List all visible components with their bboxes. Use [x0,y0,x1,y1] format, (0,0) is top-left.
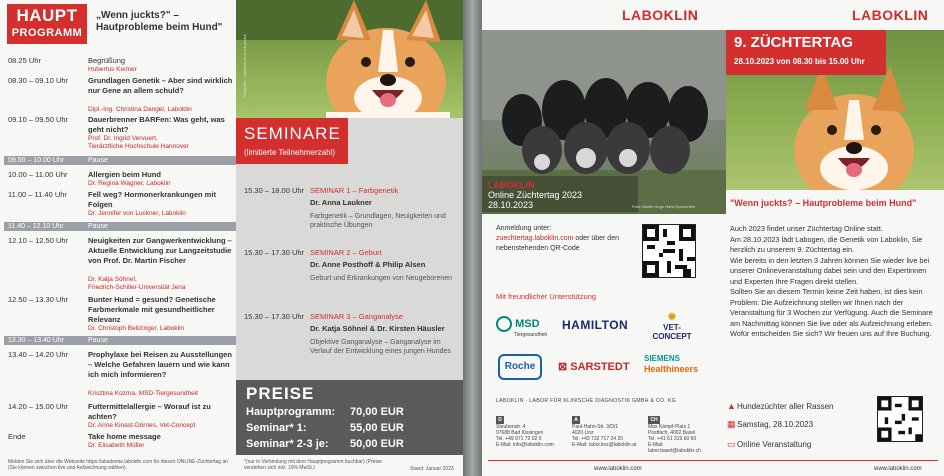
row-time: 10.00 – 11.00 Uhr [8,170,68,179]
dog-icon: ▲ [727,401,736,411]
seminar-lead: Dr. Anne Posthoff & Philip Alsen [310,260,426,269]
logo-part-b: KLIN [663,7,699,23]
program-page [0,0,463,476]
row-time: 12.10 – 12.50 Uhr [8,236,69,245]
row-speaker: Tierärztliche Hochschule Hannover [88,143,189,150]
price-label: Seminar* 1: [246,422,307,434]
qr-code-graphic [643,225,695,277]
overlay-brand: LABOKLIN [488,180,535,190]
overlay-date: 28.10.2023 [488,200,534,210]
address-line: Max Kämpf-Platz 1 [648,424,691,430]
info-para: Wie bereits in den letzten 3 Jahren können Sie wieder live bei unserer Onlineveranstaltung dabei sein und den Expertinnen und Experten Ihre Fragen direkt stellen. [730,255,930,286]
qr-code[interactable] [877,396,923,442]
row-title: Neuigkeiten zur Gangwerkentwicklung – Aktuelle Entwicklung zur Langzeitstudie von Prof. Dr. Martin Fischer [88,236,232,265]
address-line: 4020 Linz [572,430,594,436]
calendar-icon: ▦ [727,419,736,429]
address-col [572,416,640,448]
seminar-time: 15.30 – 18.00 Uhr [244,186,305,195]
row-speaker: Dr. Elisabeth Müller [88,442,145,449]
sponsor-msd [496,316,547,338]
zuechtertag-title: 9. ZÜCHTERTAG [734,34,853,51]
sarstedt-name: SARSTEDT [570,361,630,373]
sarstedt-icon: ⊠ [558,361,568,373]
laboklin-logo [622,7,698,23]
row-speaker: Dr. Katja Söhnel, [88,276,137,283]
logo-part-a: LABO [852,7,894,23]
row-speaker: Dr. Christoph Beitzinger, Laboklin [88,325,185,332]
laboklin-logo [852,7,928,23]
monitor-icon: ▭ [727,439,736,449]
hauptprogramm-badge [7,4,87,44]
seminar-title: SEMINAR 3 – Ganganalyse [310,312,403,321]
badge-line1: HAUPT [16,6,78,25]
pause-label: Pause [88,223,108,230]
address-col [648,416,716,454]
price-value: 70,00 EUR [350,406,404,418]
prices-box [236,380,463,455]
sponsor-roche: Roche [498,354,542,380]
seminar-lead: Dr. Anna Laukner [310,198,372,207]
spaniels-photo [482,30,726,214]
info-para: Auch 2023 findet unser Züchtertag Online statt. [730,224,883,233]
row-time: 14.20 – 15.00 Uhr [8,402,69,411]
badge-line2: PROGRAMM [11,27,83,39]
row-time: 11.00 – 11.40 Uhr [8,190,67,199]
seminar-time: 15.30 – 17.30 Uhr [244,248,305,257]
price-value: 55,00 EUR [350,422,404,434]
row-title: Begrüßung [88,56,126,65]
row-title: Dauerbrenner BARFen: Was geht, was geht nicht? [88,115,225,134]
spaniels-credit: Foto: Martin Hugo Hahn Sponerlein [632,204,695,209]
program-headline: „Wenn juckts?" – Hautprobleme beim Hund" [96,10,223,33]
sponsor-siemens [644,354,698,374]
country-code: D [496,416,504,424]
registration-info [496,224,636,254]
pause-time: 11.40 – 12.10 Uhr [8,223,64,230]
vet-concept-icon: ❋ [667,312,677,323]
pause-label: Pause [88,157,108,164]
seminare-subtitle: (limitierte Teilnehmerzahl) [244,148,335,157]
msd-sub: Tiergesundheit [514,332,547,338]
qr-code-graphic [878,397,922,441]
address-line: Steubenstr. 4 [496,424,526,430]
qr-code[interactable] [642,224,696,278]
zuechtertag-time: 28.10.2023 von 08.30 bis 15.00 Uhr [734,57,865,66]
registration-rest: oder über den nebenstehenden QR-Code [496,235,619,252]
online-overlay [488,180,638,210]
row-title: Grundlagen Genetik – Aber sind wirklich nur Gene an allem schuld? [88,76,233,95]
address-line: Tel. +43 732 717 24 20 [572,436,624,442]
row-title: Fell weg? Hormonerkrankungen mit Folgen [88,190,216,209]
price-footnote: *(nur in Verbindung mit dem Hauptprogramm buchbar) (Preise verstehen sich inkl. 19% MwSt.) [244,459,382,471]
address-line: 97688 Bad Kissingen [496,430,544,436]
country-code: CH [648,416,660,424]
row-title: Prophylaxe bei Reisen zu Ausstellungen – Welche Gefahren lauern und wie kann ich mich informieren? [88,350,232,379]
catchline: "Wenn juckts? – Hautprobleme beim Hund" [730,198,917,208]
address-line: Tel. +41 61 319 60 60 [648,436,697,442]
row-time: 08.25 Uhr [8,56,41,65]
msd-logo-icon [496,316,512,332]
stand-date: Stand: Januar 2023 [410,466,454,472]
event-description [730,224,935,340]
seminare-title: SEMINARE [244,124,341,143]
registration-lead: Anmeldung unter: [496,225,552,232]
price-value: 50,00 EUR [350,438,404,450]
sponsor-hamilton: HAMILTON [562,318,629,332]
logo-part-a: LABO [622,7,664,23]
corgi-illustration [236,0,463,118]
row-speaker: Dr. Regina Wagner, Laboklin [88,180,171,187]
row-time: 13.40 – 14.20 Uhr [8,350,69,359]
footer-url[interactable]: www.laboklin.com [594,466,642,472]
registration-url[interactable]: zuechtertag.laboklin.com [496,235,574,242]
address-line: Postfach, 4002 Basel [648,430,696,436]
address-line: E-Mail: labor.linz@laboklin.at [572,442,637,448]
row-speaker: Krisztina Kozma, MSD-Tiergesundheit [88,390,198,397]
address-line: E-Mail: labor.basel@laboklin.ch [648,442,701,454]
address-line: Paul-Hahn-Str. 3/D/1 [572,424,619,430]
row-speaker: Dr. Anne Kinast-Dörries, Vet-Concept [88,422,196,429]
msd-name: MSD [515,317,540,330]
prices-title: PREISE [246,384,315,403]
pause-bar [4,222,236,231]
seminar-time: 15.30 – 17.30 Uhr [244,312,305,321]
photo-credit: fotografie - nikkymoore.stock.adobe [242,34,247,98]
event-item [727,401,834,411]
country-code: A [572,416,580,424]
vet-concept-name: VET-CONCEPT [652,323,692,341]
siemens-sub: Healthineers [644,364,699,374]
registration-footnote: Melden Sie sich über die Webseite https://akademie.laboklin.com für diesen ONLINE-Züchtertag an (Sie können zwischen live und Aufzeichnung wählen). [8,459,229,471]
row-time: Ende [8,432,26,441]
pause-bar [4,156,236,165]
seminar-title: SEMINAR 2 – Geburt [310,248,382,257]
zuechtertag-box [726,30,886,75]
address-block [496,398,721,454]
info-page [482,0,944,476]
event-text: Hundezüchter aller Rassen [737,402,834,411]
address-header: LABOKLIN · LABOR FÜR KLINISCHE DIAGNOSTIK GMBH & CO. KG [496,398,676,404]
seminar-title: SEMINAR 1 – Farbgenetik [310,186,399,195]
row-time: 08.30 – 09.10 Uhr [8,76,69,85]
address-line: Tel. +49 971 72 02 0 [496,436,542,442]
row-speaker: Dr. Jennifer von Luckner, Laboklin [88,210,186,217]
row-speaker: Dipl.-Ing. Christina Dangel, Laboklin [88,106,192,113]
info-para: Sollten Sie an diesem Termin keine Zeit haben, ist dies kein Problem: Die Aufzeichnung stellen wir Ihnen nach der Veranstaltung für 3 Wochen zur Verfügung. Auch die Seminare am Nachmittag können Sie live oder als Aufzeichnung erleben. Wofür entscheiden Sie sich? Wir freuen uns auf Ihre Buchung. [730,287,933,338]
pause-label: Pause [88,337,108,344]
row-time: 12.50 – 13.30 Uhr [8,295,69,304]
seminar-desc: Geburt und Erkrankungen von Neugeborenen [310,275,453,282]
row-title: Take home message [88,432,161,441]
price-label: Hauptprogramm: [246,406,336,418]
sponsor-vet-concept [644,312,700,341]
event-text: Samstag, 28.10.2023 [737,420,814,429]
footer-url[interactable]: www.laboklin.com [874,466,922,472]
seminar-lead: Dr. Katja Söhnel & Dr. Kirsten Häusler [310,324,445,333]
seminar-desc: Objektive Ganganalyse – Ganganalyse im Verlauf der Entwicklung eines jungen Hundes [310,339,451,355]
row-speaker: Prof. Dr. Ingrid Vervuert, [88,135,158,142]
overlay-title: Online Züchtertag 2023 [488,190,583,200]
corgi-photo [236,0,463,118]
pause-bar [4,336,236,345]
event-text: Online Veranstaltung [737,440,812,449]
row-title: Futtermittelallergie – Worauf ist zu achten? [88,402,211,421]
row-speaker: Hubertus Keimer [88,66,137,73]
seminar-desc: Farbgenetik – Grundlagen, Neuigkeiten und praktische Übungen [310,213,446,229]
pause-time: 13.30 – 13.40 Uhr [8,337,65,344]
pause-time: 09.50 – 10.00 Uhr [8,157,65,164]
row-title: Bunter Hund = gesund? Genetische Farbmerkmale mit gesundheitlicher Relevanz [88,295,216,324]
price-label: Seminar* 2-3 je: [246,438,329,450]
sponsor-sarstedt [558,360,630,373]
logo-part-b: KLIN [893,7,929,23]
event-item [727,419,814,429]
address-col [496,416,564,448]
row-speaker: Friedrich-Schiller-Universität Jena [88,284,186,291]
seminare-title-box [236,118,348,164]
event-item [727,439,812,449]
page-fold [463,0,482,476]
row-title: Allergien beim Hund [88,170,161,179]
info-para: Am 28.10.2023 lädt Labogen, die Genetik von Laboklin, Sie herzlich zu unserem 9. Züchtertag ein. [730,234,923,254]
siemens-name: SIEMENS [644,354,681,363]
support-heading: Mit freundlicher Unterstützung [496,292,597,301]
row-time: 09.10 – 09.50 Uhr [8,115,69,124]
footer-rule [488,460,938,461]
address-line: E-Mail: info@laboklin.com [496,442,554,448]
